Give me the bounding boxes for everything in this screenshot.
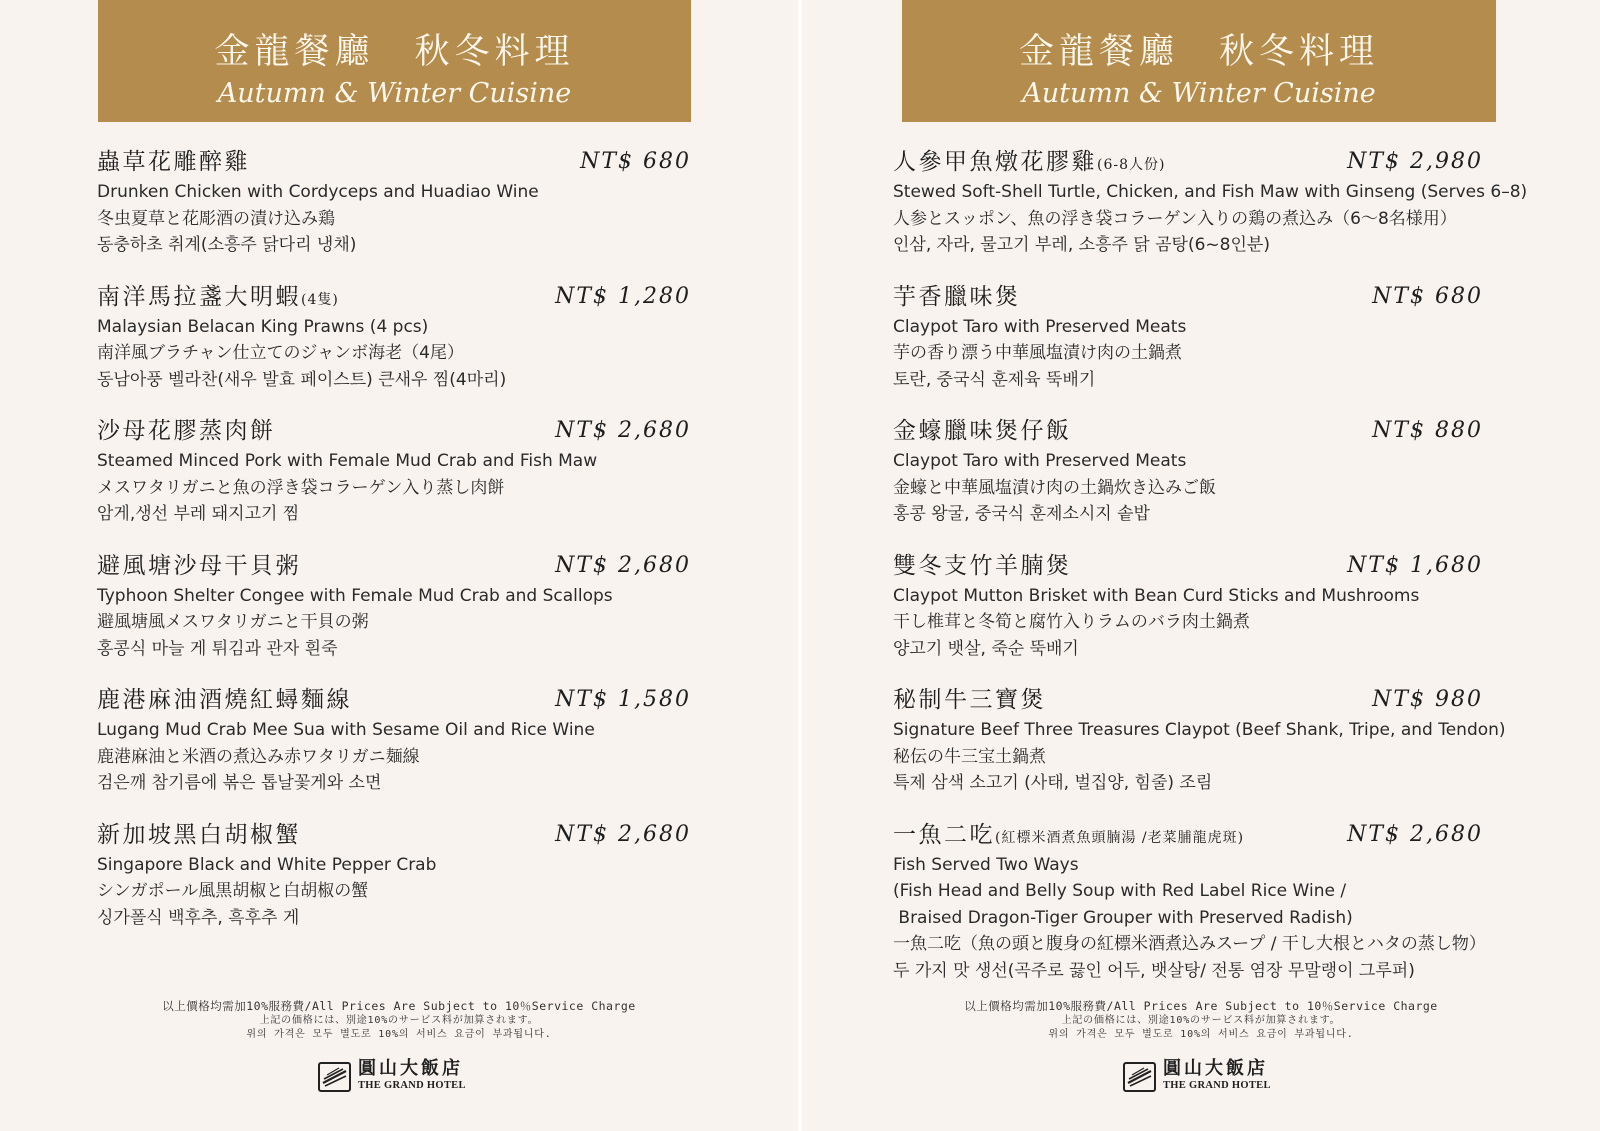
dish-name-ja: 干し椎茸と冬筍と腐竹入りラムのバラ肉土鍋煮 — [893, 612, 1250, 632]
dish-name-ko: 홍콩 왕굴, 중국식 훈제소시지 솥밥 — [893, 504, 1150, 524]
dish-name-ko: 두 가지 맛 생선(곡주로 끓인 어두, 뱃살탕/ 전통 염장 무말랭이 그루퍼) — [893, 960, 1415, 981]
dish-name-en: Signature Beef Three Treasures Claypot (Beef Shank, Tripe, and Tendon) — [893, 720, 1506, 740]
dish-note: (紅標米酒煮魚頭腩湯 /老菜脯龍虎斑) — [995, 829, 1245, 846]
menu-items — [893, 145, 1573, 981]
dish-name-ko: 동충하초 취계(소흥주 닭다리 냉채) — [97, 235, 357, 255]
dish-name-en: Singapore Black and White Pepper Crab — [97, 854, 437, 875]
dish-price: NT$ 2,680 — [1347, 821, 1483, 847]
dish-name-ja: 秘伝の牛三宝土鍋煮 — [893, 746, 1046, 767]
dish-name-ko: 양고기 뱃살, 죽순 뚝배기 — [893, 638, 1079, 659]
dish-name-en: Claypot Taro with Preserved Meats — [893, 451, 1187, 471]
dish-name-ko: 검은깨 참기름에 볶은 톱날꽃게와 소면 — [97, 773, 382, 793]
dish-name-ko: 싱가폴식 백후추, 흑후추 게 — [97, 907, 300, 928]
service-charge-line-ko: 위의 가격은 모두 별도로 10%의 서비스 요금이 부과됩니다. — [1048, 1029, 1354, 1040]
dragon-emblem-icon — [1123, 1062, 1156, 1092]
dish-name: 芋香臘味煲 — [893, 283, 1021, 310]
dish-price: NT$ 680 — [1372, 283, 1483, 309]
dish-name: 蟲草花雕醉雞 — [97, 149, 250, 175]
menu-banner — [98, 0, 691, 122]
service-charge-line-ja: 上記の価格には、別途10%のサービス料が加算されます。 — [1061, 1014, 1341, 1026]
hotel-name-zh: 圓山大飯店 — [358, 1058, 463, 1079]
dish-name: 雙冬支竹羊腩煲 — [893, 552, 1072, 579]
dish-name-ja: 金蠔と中華風塩漬け肉の土鍋炊き込みご飯 — [893, 477, 1216, 498]
dish-name-ja: 冬虫夏草と花彫酒の漬け込み鶏 — [97, 208, 335, 229]
dish-name-ja: メスワタリガニと魚の浮き袋コラーゲン入り蒸し肉餅 — [97, 477, 505, 498]
service-charge-line-zh-en: 以上價格均需加10%服務費/All Prices Are Subject to 10％Service Charge — [162, 999, 636, 1013]
dish-name-ja: 鹿港麻油と米酒の煮込み赤ワタリガニ麺線 — [97, 746, 420, 767]
dish-name: 一魚二吃(紅標米酒煮魚頭腩湯 /老菜脯龍虎斑) — [893, 821, 1245, 848]
dish-price: NT$ 2,980 — [1347, 149, 1483, 174]
menu-item — [893, 683, 1573, 818]
banner-subtitle: Autumn & Winter Cuisine — [217, 78, 572, 109]
hotel-name-zh: 圓山大飯店 — [1163, 1058, 1268, 1079]
dish-price: NT$ 1,280 — [555, 283, 691, 309]
dish-price: NT$ 980 — [1372, 687, 1483, 712]
dish-name: 南洋馬拉盞大明蝦(4隻) — [97, 283, 339, 310]
dish-name-ko: 암게,생선 부레 돼지고기 찜 — [97, 504, 300, 524]
menu-item — [893, 549, 1573, 684]
hotel-name-en: THE GRAND HOTEL — [358, 1080, 466, 1091]
dish-name-ko: 인삼, 자라, 물고기 부레, 소흥주 닭 곰탕(6~8인분) — [893, 235, 1270, 255]
service-charge-line-ko: 위의 가격은 모두 별도로 10%의 서비스 요금이 부과됩니다. — [246, 1029, 552, 1040]
menu-item — [97, 280, 777, 415]
hotel-logo — [1123, 1060, 1293, 1094]
menu-page-right — [802, 0, 1600, 1131]
dragon-emblem-icon — [318, 1062, 351, 1092]
dish-name: 金蠔臘味煲仔飯 — [893, 418, 1072, 444]
dish-name-en-line3: Braised Dragon-Tiger Grouper with Preserved Radish) — [893, 907, 1353, 928]
dish-name-en: Steamed Minced Pork with Female Mud Crab and Fish Maw — [97, 451, 598, 471]
dish-name-en: Fish Served Two Ways — [893, 854, 1079, 875]
menu-item — [97, 683, 777, 818]
dish-name-ja: 南洋風ブラチャン仕立てのジャンボ海老（4尾） — [97, 343, 464, 363]
dish-name-ja: シンガポール風黒胡椒と白胡椒の蟹 — [97, 881, 369, 901]
menu-item — [97, 818, 777, 953]
dish-name-ko: 토란, 중국식 훈제육 뚝배기 — [893, 369, 1096, 390]
dish-name-ko: 특제 삼색 소고기 (사태, 벌집양, 힘줄) 조림 — [893, 773, 1213, 793]
dish-name: 秘制牛三寶煲 — [893, 687, 1046, 713]
menu-item — [893, 818, 1573, 981]
dish-price: NT$ 1,680 — [1347, 552, 1483, 578]
service-charge-note — [0, 999, 798, 1043]
banner-title: 金龍餐廳 秋冬料理 — [214, 32, 575, 72]
dish-name: 避風塘沙母干貝粥 — [97, 552, 301, 579]
banner-subtitle: Autumn & Winter Cuisine — [1022, 78, 1376, 109]
dish-name-ko: 홍콩식 마늘 게 튀김과 관자 흰죽 — [97, 638, 338, 659]
dish-price: NT$ 2,680 — [555, 418, 691, 443]
dish-name-en: Stewed Soft-Shell Turtle, Chicken, and Fish Maw with Ginseng (Serves 6–8) — [893, 182, 1528, 202]
dish-name-ko: 동남아풍 벨라찬(새우 발효 페이스트) 큰새우 찜(4마리) — [97, 369, 507, 390]
menu-item — [893, 145, 1573, 280]
dish-note: (6-8人份) — [1097, 157, 1166, 173]
dish-name-en: Claypot Mutton Brisket with Bean Curd Sticks and Mushrooms — [893, 585, 1420, 606]
menu-item — [97, 549, 777, 684]
dish-name-en-line2: (Fish Head and Belly Soup with Red Label Rice Wine / — [893, 881, 1347, 901]
dish-name: 沙母花膠蒸肉餅 — [97, 418, 276, 444]
menu-item — [893, 414, 1573, 549]
hotel-logo — [318, 1060, 488, 1094]
dish-price: NT$ 1,580 — [555, 687, 691, 712]
dish-name-en: Lugang Mud Crab Mee Sua with Sesame Oil and Rice Wine — [97, 720, 595, 740]
service-charge-line-ja: 上記の価格には、別途10%のサービス料が加算されます。 — [259, 1014, 539, 1026]
menu-page-left — [0, 0, 798, 1131]
dish-name-en: Claypot Taro with Preserved Meats — [893, 316, 1187, 337]
dish-price: NT$ 680 — [580, 149, 691, 174]
dish-name-ja: 避風塘風メスワタリガニと干貝の粥 — [97, 612, 369, 632]
dish-name: 鹿港麻油酒燒紅蟳麵線 — [97, 687, 352, 713]
menu-item — [97, 145, 777, 280]
dish-price: NT$ 2,680 — [555, 552, 691, 578]
menu-item — [893, 280, 1573, 415]
dish-name: 新加坡黑白胡椒蟹 — [97, 821, 301, 848]
banner-title: 金龍餐廳 秋冬料理 — [1018, 32, 1379, 72]
dish-name-en: Typhoon Shelter Congee with Female Mud Crab and Scallops — [97, 585, 613, 606]
dish-name-en: Drunken Chicken with Cordyceps and Huadiao Wine — [97, 182, 539, 202]
dish-note: (4隻) — [301, 291, 339, 308]
menu-banner — [902, 0, 1496, 122]
service-charge-note — [802, 999, 1600, 1043]
service-charge-line-zh-en: 以上價格均需加10%服務費/All Prices Are Subject to 10％Service Charge — [964, 999, 1438, 1013]
menu-item — [97, 414, 777, 549]
dish-name-ja: 人参とスッポン、魚の浮き袋コラーゲン入りの鶏の煮込み（6～8名様用） — [893, 208, 1457, 229]
dish-name-en: Malaysian Belacan King Prawns (4 pcs) — [97, 316, 429, 337]
hotel-name-en: THE GRAND HOTEL — [1163, 1080, 1271, 1091]
dish-name-ja: 一魚二吃（魚の頭と腹身の紅標米酒煮込みスープ / 干し大根とハタの蒸し物） — [893, 934, 1486, 954]
dish-price: NT$ 880 — [1372, 418, 1483, 443]
dish-name-ja: 芋の香り漂う中華風塩漬け肉の土鍋煮 — [893, 343, 1182, 363]
dish-name: 人參甲魚燉花膠雞(6-8人份) — [893, 149, 1166, 175]
menu-items — [97, 145, 777, 952]
dish-price: NT$ 2,680 — [555, 821, 691, 847]
